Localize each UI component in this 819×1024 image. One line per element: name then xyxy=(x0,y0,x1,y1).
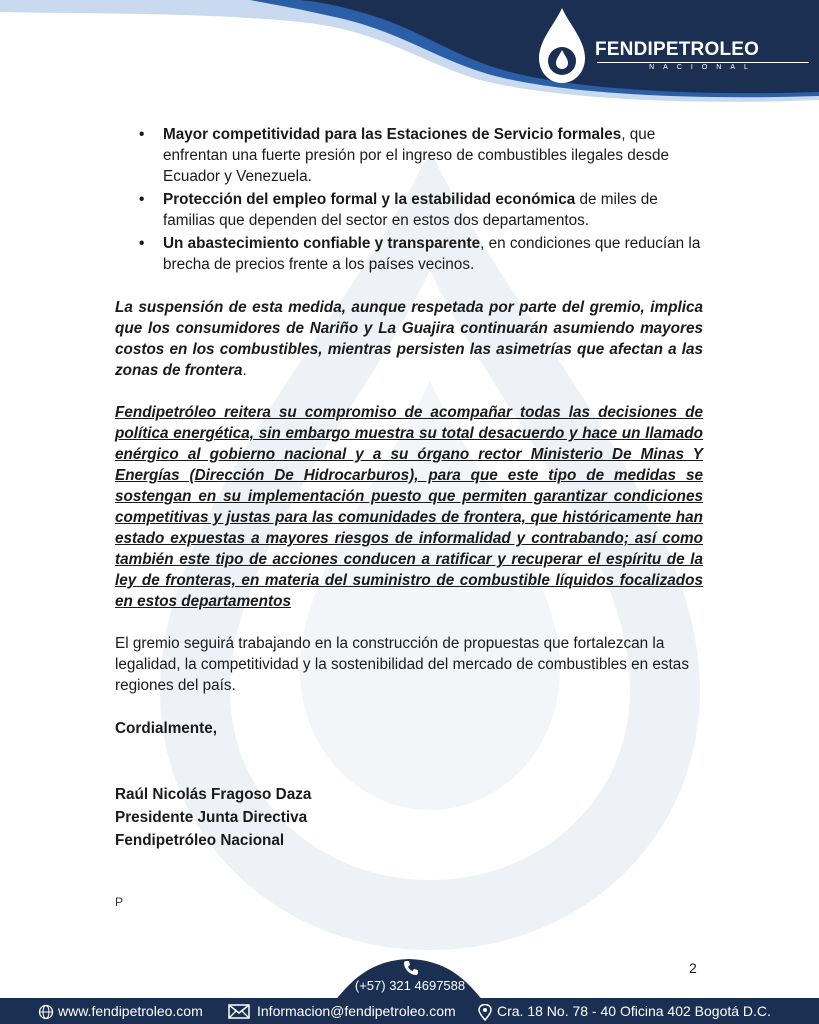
brand-rule xyxy=(597,62,809,63)
list-item-text: , en condiciones que reducían la brecha de precios frente a los países vecinos. xyxy=(163,235,701,273)
closing-salutation: Cordialmente, xyxy=(115,720,217,737)
benefits-list xyxy=(115,124,703,275)
signer-title: Presidente Junta Directiva xyxy=(115,809,308,826)
list-item-text: , que enfrentan una fuerte presión por el ingreso de combustibles ilegales desde Ecuador y Venezuela. xyxy=(163,126,669,185)
suspension-paragraph xyxy=(115,297,703,381)
page-number: 2 xyxy=(689,960,697,976)
signer-name: Raúl Nicolás Fragoso Daza xyxy=(115,786,312,803)
signer-organization: Fendipetróleo Nacional xyxy=(115,832,285,849)
brand-name: FENDIPETROLEO xyxy=(595,39,760,60)
list-item xyxy=(115,233,703,275)
suspension-period: . xyxy=(242,362,247,379)
footer-website: www.fendipetroleo.com xyxy=(58,1003,203,1019)
location-pin-icon xyxy=(478,1004,492,1021)
bullet-dot: • xyxy=(139,235,145,252)
footer-email: Informacion@fendipetroleo.com xyxy=(257,1003,456,1019)
typist-initial: P xyxy=(115,895,124,909)
drop-icon xyxy=(535,6,589,86)
footer-address: Cra. 18 No. 78 - 40 Oficina 402 Bogotá D.C. xyxy=(497,1003,771,1019)
commitment-paragraph: Fendipetróleo reitera su compromiso de acompañar todas las decisiones de política energética, sin embargo muestra su total desacuerdo y hace un llamado enérgico al gobierno nacional y a su órgano rector Ministerio De Minas Y Energías (Dirección De Hidrocarburos), para que este tipo de medidas se sostengan en su implementación puesto que permiten garantizar condiciones competitivas y justas para las comunidades de frontera, que históricamente han estado expuestas a mayores riesgos de informalidad y contrabando; así como también este tipo de acciones conducen a ratificar y recuperar el espíritu de la ley de fronteras, en materia del suministro de combustible líquidos focalizados en estos departamentos xyxy=(115,404,703,610)
list-item-text: de miles de familias que dependen del sector en estos dos departamentos. xyxy=(163,191,658,229)
closing-paragraph: El gremio seguirá trabajando en la construcción de propuestas que fortalezcan la legalidad, la competitividad y la sostenibilidad del mercado de combustibles en estas regiones del país. xyxy=(115,635,689,694)
footer-contact-bar xyxy=(0,998,819,1024)
bullet-dot: • xyxy=(139,126,145,143)
brand-subtitle: NACIONAL xyxy=(649,64,757,71)
letter-body xyxy=(115,124,703,913)
list-item-bold: Mayor competitividad para las Estaciones de Servicio formales xyxy=(163,126,622,143)
suspension-text: La suspensión de esta medida, aunque respetada por parte del gremio, implica que los consumidores de Nariño y La Guajira continuarán asumiendo mayores costos en los combustibles, mientras persisten las asimetrías que afectan a las zonas de frontera xyxy=(115,299,703,379)
phone-icon xyxy=(403,960,419,976)
list-item xyxy=(115,189,703,231)
envelope-icon xyxy=(228,1004,250,1019)
footer-phone[interactable]: (+57) 321 4697588 xyxy=(354,978,466,993)
list-item-bold: Protección del empleo formal y la estabilidad económica xyxy=(163,191,576,208)
bullet-dot: • xyxy=(139,191,145,208)
list-item xyxy=(115,124,703,187)
list-item-bold: Un abastecimiento confiable y transparente xyxy=(163,235,481,252)
signature-block xyxy=(115,783,703,852)
globe-icon xyxy=(38,1004,54,1020)
